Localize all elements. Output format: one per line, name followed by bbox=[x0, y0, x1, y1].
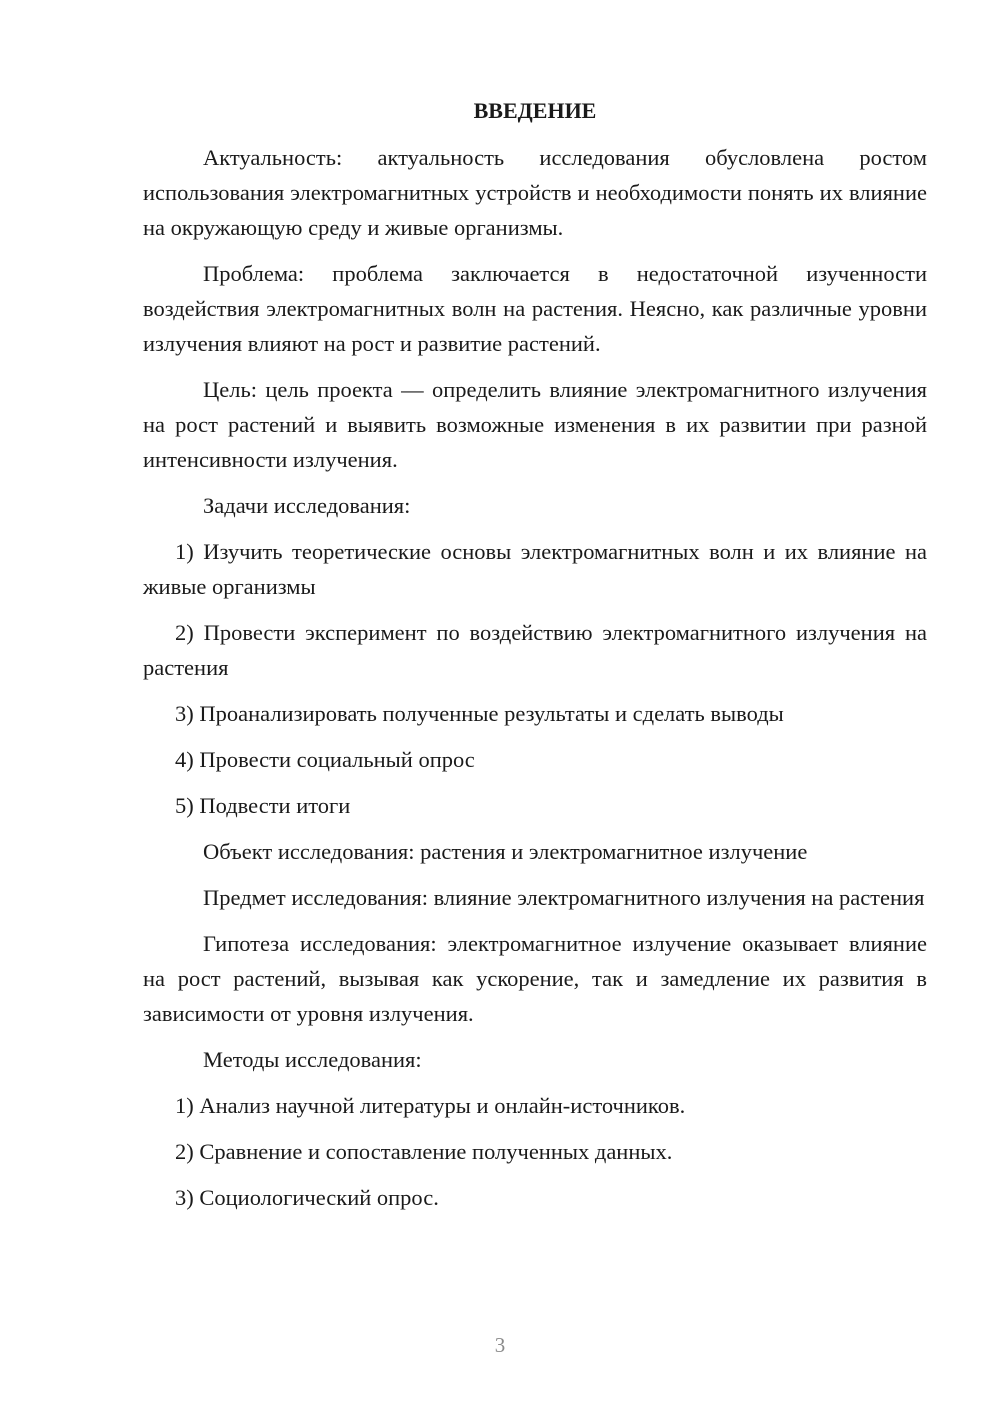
subject-paragraph: Предмет исследования: влияние электромагнитного излучения на растения bbox=[203, 885, 925, 910]
tasks-heading: Задачи исследования: bbox=[203, 493, 411, 518]
task-item: 4) Провести социальный опрос bbox=[175, 747, 475, 772]
object-paragraph: Объект исследования: растения и электромагнитное излучение bbox=[203, 839, 808, 864]
methods-heading: Методы исследования: bbox=[203, 1047, 422, 1072]
goal-paragraph: Цель: цель проекта — определить влияние электромагнитного излучения на рост растений и выявить возможные изменения в их развитии при разной интенсивности излучения. bbox=[143, 377, 927, 472]
task-item: 2) Провести эксперимент по воздействию электромагнитного излучения на растения bbox=[143, 620, 927, 680]
task-item: 1) Изучить теоретические основы электромагнитных волн и их влияние на живые организмы bbox=[143, 539, 927, 599]
task-item: 3) Проанализировать полученные результаты и сделать выводы bbox=[175, 701, 784, 726]
problem-paragraph: Проблема: проблема заключается в недостаточной изученности воздействия электромагнитных волн на растения. Неясно, как различные уровни излучения влияют на рост и развитие растений. bbox=[143, 261, 927, 356]
document-page bbox=[143, 94, 927, 1226]
method-item: 1) Анализ научной литературы и онлайн-источников. bbox=[175, 1093, 686, 1118]
hypothesis-paragraph: Гипотеза исследования: электромагнитное излучение оказывает влияние на рост растений, вызывая как ускорение, так и замедление их развития в зависимости от уровня излучения. bbox=[143, 931, 927, 1026]
relevance-paragraph: Актуальность: актуальность исследования обусловлена ростом использования электромагнитных устройств и необходимости понять их влияние на окружающую среду и живые организмы. bbox=[143, 145, 927, 240]
method-item: 3) Социологический опрос. bbox=[175, 1185, 439, 1210]
page-title: ВВЕДЕНИЕ bbox=[473, 98, 597, 123]
task-item: 5) Подвести итоги bbox=[175, 793, 351, 818]
page-number: 3 bbox=[494, 1333, 506, 1357]
method-item: 2) Сравнение и сопоставление полученных данных. bbox=[175, 1139, 673, 1164]
